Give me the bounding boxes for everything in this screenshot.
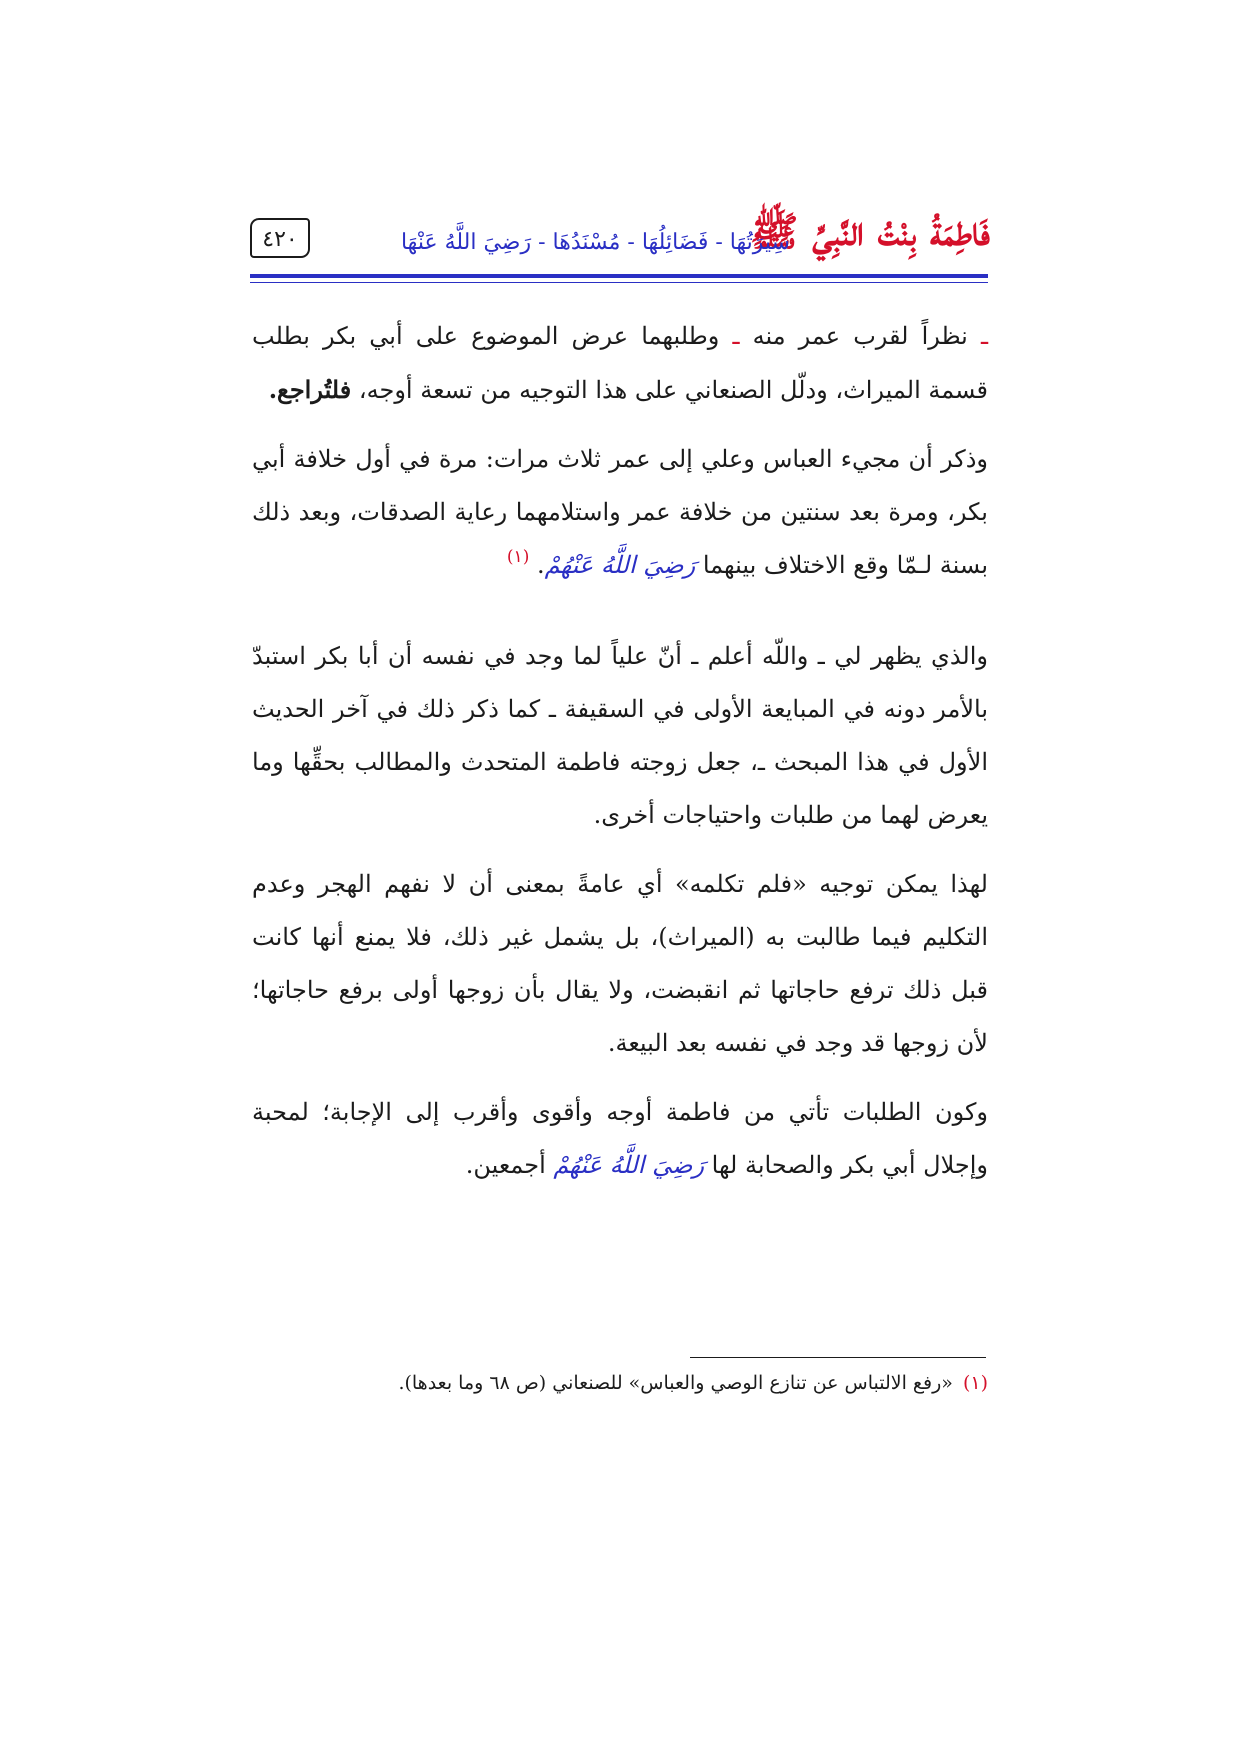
honorific-phrase: رَضِيَ اللَّهُ عَنْهُمْ — [544, 551, 696, 579]
emphasis-text: فلتُراجع. — [268, 375, 352, 404]
paragraph-1 — [252, 310, 988, 417]
running-header — [250, 208, 990, 288]
honorific-phrase: رَضِيَ اللَّهُ عَنْهُمْ — [553, 1151, 705, 1179]
header-rule-thin — [250, 282, 988, 283]
paragraph-5-end: أجمعين. — [465, 1151, 554, 1179]
dash-mark: ـ — [980, 322, 988, 350]
paragraph-1-text-a: نظراً لقرب عمر منه — [739, 322, 981, 350]
book-title: فَاطِمَةُ بِنْتُ النَّبِيِّ ﷺ — [750, 208, 990, 255]
paragraph-2 — [252, 433, 988, 592]
footnote-text: «رفع الالتباس عن تنازع الوصي والعباس» للصنعاني (ص ٦٨ وما بعدها). — [398, 1372, 953, 1394]
paragraph-2-text: وذكر أن مجيء العباس وعلي إلى عمر ثلاث مرات: مرة في أول خلافة أبي بكر، ومرة بعد سنتين من خلافة عمر واستلامهما رعاية الصدقات، وبعد ذلك بسنة لـمّا وقع الاختلاف بينهما — [252, 445, 988, 579]
footnote-reference[interactable]: (١) — [506, 547, 530, 567]
header-rule — [250, 274, 988, 278]
paragraph-2-end: . — [536, 551, 545, 579]
dash-mark: ـ — [732, 322, 740, 350]
paragraph-5-text: وكون الطلبات تأتي من فاطمة أوجه وأقوى وأقرب إلى الإجابة؛ لمحبة وإجلال أبي بكر والصحابة لها — [252, 1098, 988, 1179]
footnote-number: (١) — [962, 1372, 988, 1394]
page-number: ٤٢٠ — [250, 218, 310, 258]
main-text — [252, 310, 988, 1192]
book-subtitle: سِيرَتُهَا - فَضَائِلُهَا - مُسْنَدُهَا - رَضِيَ اللَّهُ عَنْهَا — [400, 230, 790, 255]
footnote — [252, 1368, 988, 1398]
paragraph-4: لهذا يمكن توجيه «فلم تكلمه» أي عامةً بمعنى أن لا نفهم الهجر وعدم التكليم فيما طالبت به (الميراث)، بل يشمل غير ذلك، فلا يمنع أنها كانت قبل ذلك ترفع حاجاتها ثم انقبضت، ولا يقال بأن زوجها أولى برفع حاجاتها؛ لأن زوجها قد وجد في نفسه بعد البيعة. — [252, 870, 988, 1057]
footnote-separator — [690, 1357, 986, 1358]
paragraph-1-text-b: وطلبهما عرض الموضوع على أبي بكر بطلب قسمة الميراث، ودلّل الصنعاني على هذا التوجيه من تسعة أوجه، — [252, 322, 988, 404]
paragraph-3: والذي يظهر لي ـ واللّه أعلم ـ أنّ علياً لما وجد في نفسه أن أبا بكر استبدّ بالأمر دونه في المبايعة الأولى في السقيفة ـ كما ذكر ذلك في آخر الحديث الأول في هذا المبحث ـ، جعل زوجته فاطمة المتحدث والمطالب بحقِّها وما يعرض لهما من طلبات واحتياجات أخرى. — [252, 642, 988, 829]
paragraph-5 — [252, 1086, 988, 1192]
